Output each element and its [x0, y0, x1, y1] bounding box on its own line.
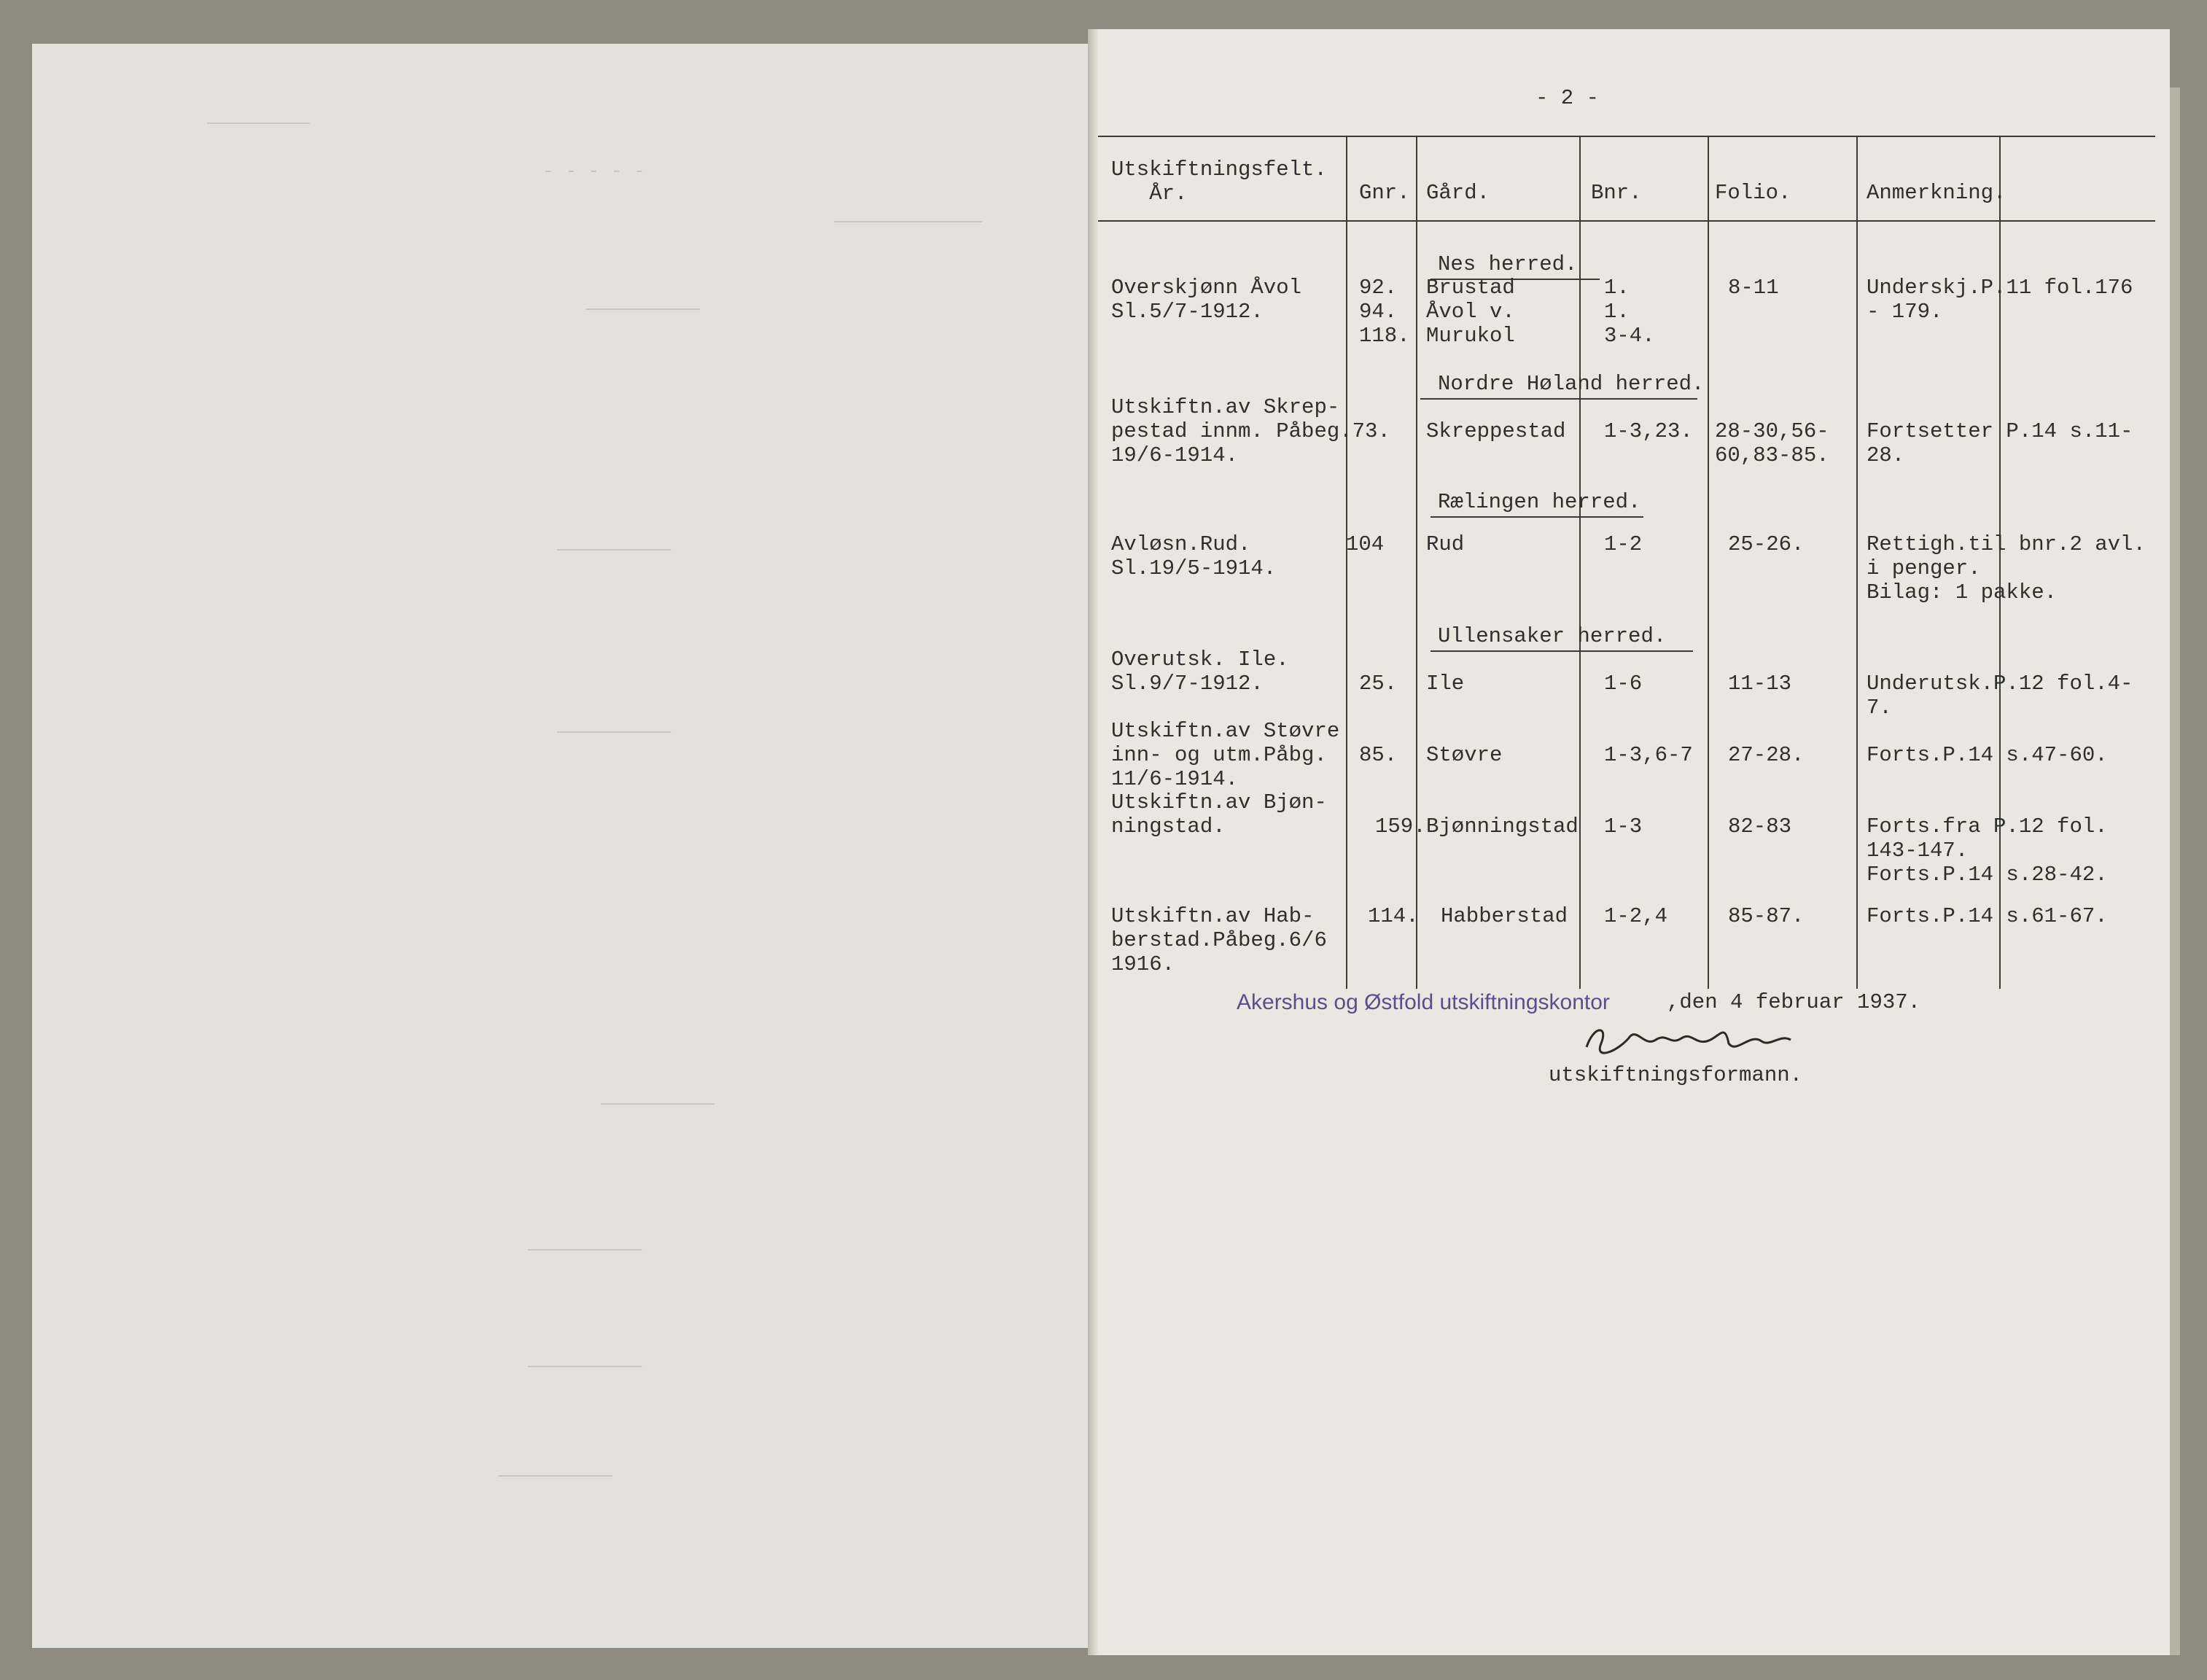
cell-felt: Utskiftn.av Støvre inn- og utm.Påbg. 11/6-1914. — [1111, 719, 1340, 791]
cell-anmerkning: Rettigh.til bnr.2 avl. i penger. Bilag: 1 pakke. — [1867, 532, 2146, 604]
cell-gnr: 92. 94. 118. — [1359, 276, 1410, 348]
column-divider — [1416, 136, 1417, 989]
section-title: Nordre Høland herred. — [1438, 372, 1705, 396]
cell-bnr: 1-2,4 — [1604, 904, 1668, 928]
cell-gard: Bjønningstad — [1426, 814, 1579, 839]
cell-gard: Rud — [1426, 532, 1465, 556]
cell-felt: Overskjønn Åvol Sl.5/7-1912. — [1111, 276, 1302, 324]
cell-anmerkning: Forts.P.14 s.61-67. — [1867, 904, 2108, 928]
cell-gard: Støvre — [1426, 743, 1503, 767]
cell-bnr: 1-3 — [1604, 814, 1643, 839]
section-title: Ullensaker herred. — [1438, 624, 1667, 648]
cell-bnr: 1-3,23. — [1604, 419, 1693, 443]
column-divider — [1346, 136, 1347, 989]
cell-felt: Utskiftn.av Skrep- pestad innm. Påbeg.73. 19/6-1914. — [1111, 395, 1390, 467]
show-through-text: ────────── — [528, 1356, 642, 1378]
cell-anmerkning: Forts.fra P.12 fol. 143-147. Forts.P.14 s.28-42. — [1867, 814, 2108, 887]
column-divider — [1579, 136, 1581, 989]
cell-gard: Skreppestad — [1426, 419, 1566, 443]
section-underline — [1431, 650, 1693, 652]
cell-anmerkning: Underskj.P.11 fol.176 - 179. — [1867, 276, 2133, 324]
cell-gard: Ile — [1426, 672, 1465, 696]
table-header-rule — [1098, 220, 2155, 222]
cell-bnr: 1-2 — [1604, 532, 1643, 556]
header-gard: Gård. — [1426, 181, 1490, 205]
document-date: ,den 4 februar 1937. — [1667, 990, 1921, 1014]
header-anmerkning: Anmerkning. — [1867, 181, 2006, 205]
cell-folio: 28-30,56- 60,83-85. — [1715, 419, 1829, 467]
cell-anmerkning: Fortsetter P.14 s.11- 28. — [1867, 419, 2133, 467]
page-number: - 2 - — [1535, 86, 1600, 110]
show-through-text: ────────── — [601, 1094, 715, 1116]
signatory-title: utskiftningsformann. — [1549, 1063, 1803, 1087]
cell-folio: 8-11 — [1728, 276, 1779, 300]
show-through-text: ───────────── — [834, 211, 982, 233]
cell-felt: Utskiftn.av Hab- berstad.Påbeg.6/6 1916. — [1111, 904, 1327, 976]
show-through-text: ────────── — [586, 299, 701, 321]
cell-gnr: 104 — [1346, 532, 1385, 556]
section-title: Nes herred. — [1438, 252, 1578, 276]
header-utskiftningsfelt: Utskiftningsfelt. År. — [1111, 158, 1327, 206]
cell-anmerkning: Forts.P.14 s.47-60. — [1867, 743, 2108, 767]
table-top-rule — [1098, 136, 2155, 137]
cell-folio: 25-26. — [1728, 532, 1805, 556]
show-through-text: ───────── — [207, 113, 310, 135]
handwritten-signature — [1579, 1018, 1820, 1062]
cell-felt: Overutsk. Ile. Sl.9/7-1912. — [1111, 648, 1289, 696]
cell-gnr: 25. — [1359, 672, 1398, 696]
cell-folio: 85-87. — [1728, 904, 1805, 928]
header-folio: Folio. — [1715, 181, 1791, 205]
show-through-text: ────────── — [499, 1466, 613, 1488]
page-edge — [2170, 88, 2180, 1655]
office-stamp: Akershus og Østfold utskiftningskontor — [1237, 990, 1610, 1014]
column-divider — [1856, 136, 1858, 989]
cell-folio: 27-28. — [1728, 743, 1805, 767]
show-through-text: ────────── — [557, 722, 672, 744]
cell-bnr: 1-3,6-7 — [1604, 743, 1693, 767]
book-spine — [1088, 29, 1098, 1655]
cell-gnr: 159. — [1375, 814, 1426, 839]
show-through-text: - - - - - — [542, 160, 645, 182]
show-through-text: ────────── — [528, 1240, 642, 1261]
section-title: Rælingen herred. — [1438, 490, 1641, 514]
column-divider — [1708, 136, 1709, 989]
cell-felt: Utskiftn.av Bjøn- ningstad. — [1111, 790, 1327, 839]
cell-felt: Avløsn.Rud. Sl.19/5-1914. — [1111, 532, 1277, 580]
header-gnr: Gnr. — [1359, 181, 1410, 205]
cell-bnr: 1-6 — [1604, 672, 1643, 696]
header-bnr: Bnr. — [1591, 181, 1642, 205]
section-underline — [1420, 398, 1697, 400]
cell-folio: 11-13 — [1728, 672, 1792, 696]
right-page — [1098, 29, 2170, 1655]
cell-bnr: 1. 1. 3-4. — [1604, 276, 1655, 348]
cell-gard: Brustad Åvol v. Murukol — [1426, 276, 1515, 348]
cell-gnr: 85. — [1359, 743, 1398, 767]
section-underline — [1431, 516, 1643, 518]
left-page — [32, 44, 1088, 1648]
cell-gnr: 114. — [1368, 904, 1419, 928]
cell-folio: 82-83 — [1728, 814, 1792, 839]
cell-gard: Habberstad — [1441, 904, 1568, 928]
cell-anmerkning: Underutsk.P.12 fol.4- 7. — [1867, 672, 2133, 720]
show-through-text: ────────── — [557, 540, 672, 561]
